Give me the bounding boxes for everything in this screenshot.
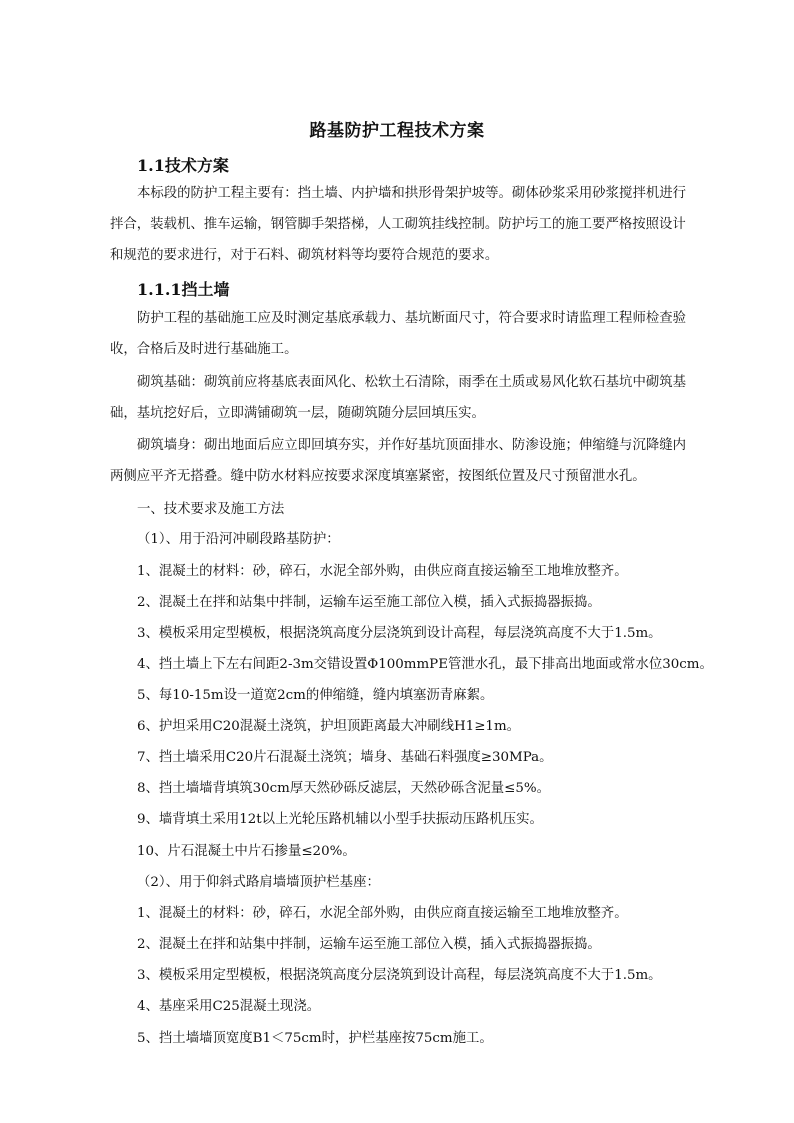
list-item: 6、护坦采用C20混凝土浇筑，护坦顶距离最大冲刷线H1≥1m。 — [137, 719, 521, 734]
section-heading-1-1: 1.1技术方案 — [137, 156, 229, 175]
list-item: 5、挡土墙墙顶宽度B1＜75cm时，护栏基座按75cm施工。 — [137, 1031, 493, 1046]
list-item: 9、墙背填土采用12t以上光轮压路机辅以小型手扶振动压路机压实。 — [137, 812, 543, 827]
paragraph-line: 本标段的防护工程主要有：挡土墙、内护墙和拱形骨架护坡等。砌体砂浆采用砂浆搅拌机进行 — [137, 186, 687, 201]
list-item: 1、混凝土的材料：砂，碎石，水泥全部外购，由供应商直接运输至工地堆放整齐。 — [137, 564, 628, 579]
list-item: 3、模板采用定型模板，根据浇筑高度分层浇筑到设计高程，每层浇筑高度不大于1.5m。 — [137, 626, 662, 641]
list-item: 1、混凝土的材料：砂，碎石，水泥全部外购，由供应商直接运输至工地堆放整齐。 — [137, 906, 628, 921]
list-item: 8、挡土墙墙背填筑30cm厚天然砂砾反滤层，天然砂砾含泥量≤5%。 — [137, 781, 550, 796]
subsection-title-2: （2）、用于仰斜式路肩墙墙顶护栏基座： — [137, 875, 380, 890]
section-heading-1-1-1: 1.1.1挡土墙 — [137, 280, 230, 299]
document-title: 路基防护工程技术方案 — [309, 121, 485, 141]
list-item: 3、模板采用定型模板，根据浇筑高度分层浇筑到设计高程，每层浇筑高度不大于1.5m。 — [137, 968, 662, 983]
subsection-title-1: （1）、用于沿河冲刷段路基防护： — [137, 532, 340, 547]
list-item: 4、挡土墙上下左右间距2-3m交错设置Φ100mmPE管泄水孔，最下排高出地面或常水位30cm。 — [137, 657, 713, 672]
paragraph-line: 防护工程的基础施工应及时测定基底承载力、基坑断面尺寸，符合要求时请监理工程师检查验 — [137, 311, 687, 326]
paragraph-line: 收，合格后及时进行基础施工。 — [110, 342, 298, 357]
list-item: 5、每10-15m设一道宽2cm的伸缩缝，缝内填塞沥青麻絮。 — [137, 688, 494, 703]
paragraph-line: 两侧应平齐无搭叠。缝中防水材料应按要求深度填塞紧密，按图纸位置及尺寸预留泄水孔。 — [110, 469, 646, 484]
tech-requirements-heading: 一、技术要求及施工方法 — [137, 502, 285, 517]
paragraph-line: 砌筑基础：砌筑前应将基底表面风化、松软土石清除，雨季在土质或易风化软石基坑中砌筑基 — [137, 375, 687, 390]
paragraph-line: 砌筑墙身：砌出地面后应立即回填夯实，并作好基坑顶面排水、防渗设施；伸缩缝与沉降缝内 — [137, 438, 687, 453]
list-item: 7、挡土墙采用C20片石混凝土浇筑；墙身、基础石料强度≥30MPa。 — [137, 750, 553, 765]
paragraph-line: 和规范的要求进行，对于石料、砌筑材料等均要符合规范的要求。 — [110, 248, 499, 263]
list-item: 10、片石混凝土中片石掺量≤20%。 — [137, 844, 356, 859]
list-item: 4、基座采用C25混凝土现浇。 — [137, 999, 321, 1014]
paragraph-line: 础，基坑挖好后，立即满铺砌筑一层，随砌筑随分层回填压实。 — [110, 406, 485, 421]
list-item: 2、混凝土在拌和站集中拌制，运输车运至施工部位入模，插入式振捣器振捣。 — [137, 937, 601, 952]
list-item: 2、混凝土在拌和站集中拌制，运输车运至施工部位入模，插入式振捣器振捣。 — [137, 595, 601, 610]
paragraph-line: 拌合，装载机、推车运输，钢管脚手架搭梯，人工砌筑挂线控制。防护圬工的施工要严格按照设计 — [110, 217, 686, 232]
